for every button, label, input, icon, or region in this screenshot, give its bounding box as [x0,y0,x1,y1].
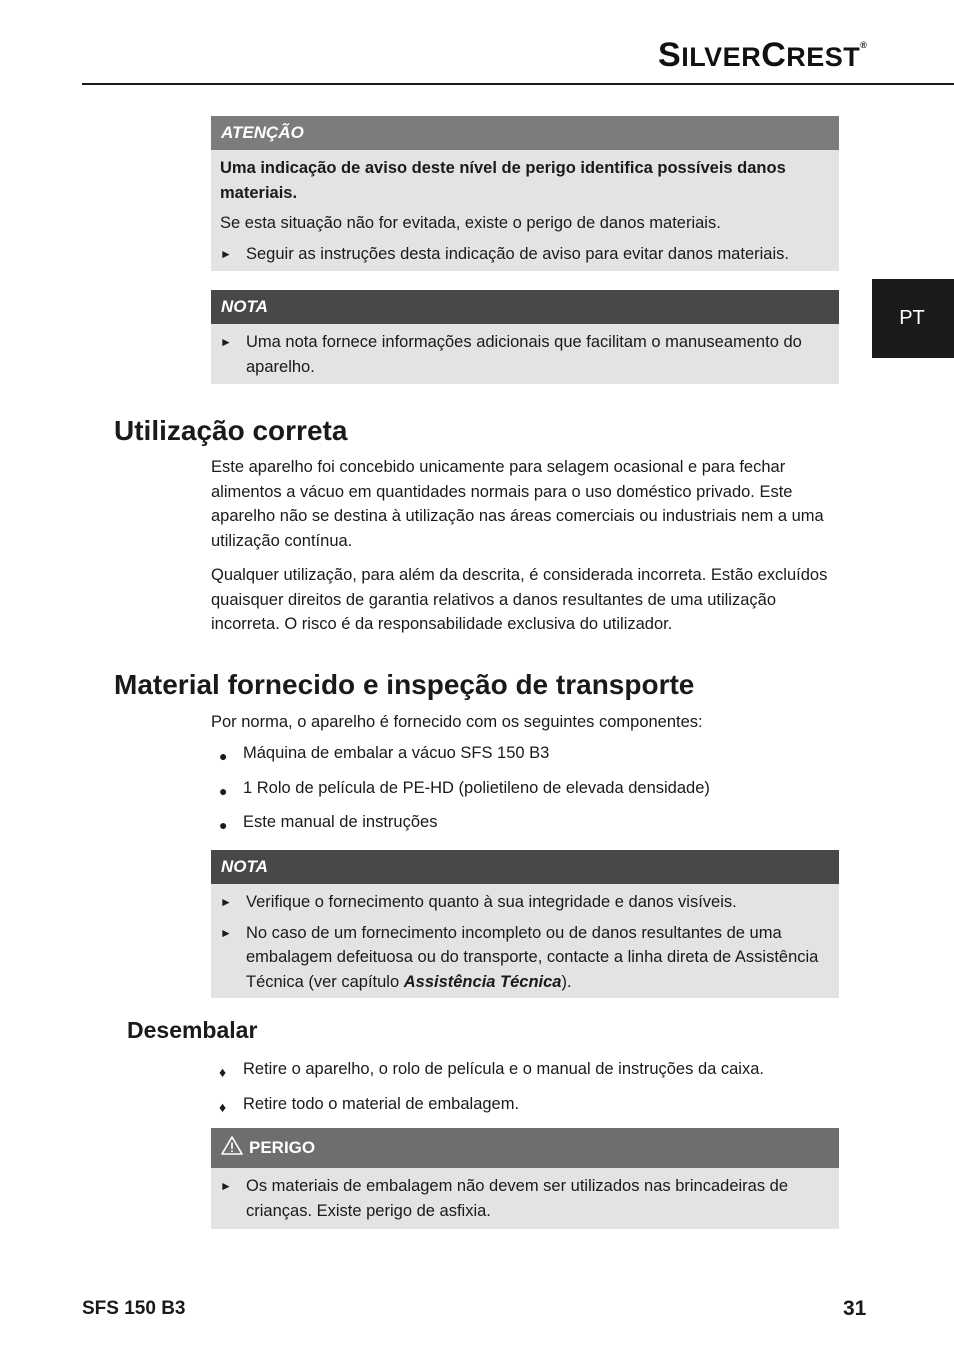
list-item: ● 1 Rolo de película de PE-HD (polietileno de elevada densidade) [211,779,836,814]
notice-arrow-item: ► Os materiais de embalagem não devem ser utilizados nas brincadeiras de crianças. Existe perigo de asfixia. [220,1174,829,1223]
warning-icon [221,1136,243,1160]
section-title-material: Material fornecido e inspeção de transporte [114,669,695,700]
arrow-icon: ► [220,335,232,349]
notice-heading: NOTA [211,290,839,324]
list-item: ♦ Retire o aparelho, o rolo de película e o manual de instruções da caixa. [211,1060,836,1095]
notice-text: Se esta situação não for evitada, existe o perigo de danos materiais. [220,214,721,232]
notice-heading: PERIGO [211,1128,839,1168]
notice-atencao [211,116,839,271]
list-item: ● Este manual de instruções [211,813,836,848]
notice-perigo [211,1128,839,1229]
round-bullet-icon: ● [219,817,228,833]
unpack-steps [211,1060,836,1129]
arrow-icon: ► [220,895,232,909]
diamond-bullet-icon: ♦ [219,1098,227,1115]
notice-heading: ATENÇÃO [211,116,839,150]
notice-bold-text: Uma indicação de aviso deste nível de perigo identifica possíveis danos materiais. [220,159,786,202]
round-bullet-icon: ● [219,748,228,764]
notice-heading: NOTA [211,850,839,884]
silvercrest-logo: SILVERCREST® [658,36,868,74]
paragraph: Este aparelho foi concebido unicamente para selagem ocasional e para fechar alimentos a vácuo em quantidades normais para o uso doméstico privado. Este aparelho não se destina à utilização nas áreas comerciais ou industriais nem a uma utilização contínua. [211,458,824,550]
notice-arrow-item: ► Uma nota fornece informações adicionais que facilitam o manuseamento do aparelho. [220,330,829,379]
language-tab: PT [872,279,954,358]
footer-model: SFS 150 B3 [82,1298,186,1319]
section-title-utilizacao: Utilização correta [114,415,348,446]
paragraph: Qualquer utilização, para além da descrita, é considerada incorreta. Estão excluídos quaisquer direitos de garantia relativos a danos resultantes de uma utilização incorreta. O risco é da responsabilidade exclusiva do utilizador. [211,566,828,633]
notice-arrow-item: ► Seguir as instruções desta indicação de aviso para evitar danos materiais. [220,242,829,267]
arrow-icon: ► [220,246,232,261]
list-item: ● Máquina de embalar a vácuo SFS 150 B3 [211,744,836,779]
notice-arrow-item: ► Verifique o fornecimento quanto à sua integridade e danos visíveis. [220,890,829,915]
arrow-icon: ► [220,925,232,940]
component-list [211,744,836,848]
notice-arrow-item: ► No caso de um fornecimento incompleto ou de danos resultantes de uma embalagem defeituosa ou do transporte, contacte a linha direta de Assistência Técnica (ver capítulo Assistência Técnica). [220,921,829,995]
page-number: 31 [843,1297,867,1320]
diamond-bullet-icon: ♦ [219,1064,227,1080]
chapter-reference: Assistência Técnica [403,972,562,991]
header-rule [82,83,954,85]
arrow-icon: ► [220,1179,232,1193]
paragraph: Por norma, o aparelho é fornecido com os seguintes componentes: [211,713,703,731]
list-item: ♦ Retire todo o material de embalagem. [211,1095,836,1130]
notice-nota [211,290,839,384]
round-bullet-icon: ● [219,782,228,799]
notice-nota [211,850,839,998]
section-title-desembalar: Desembalar [127,1017,258,1043]
